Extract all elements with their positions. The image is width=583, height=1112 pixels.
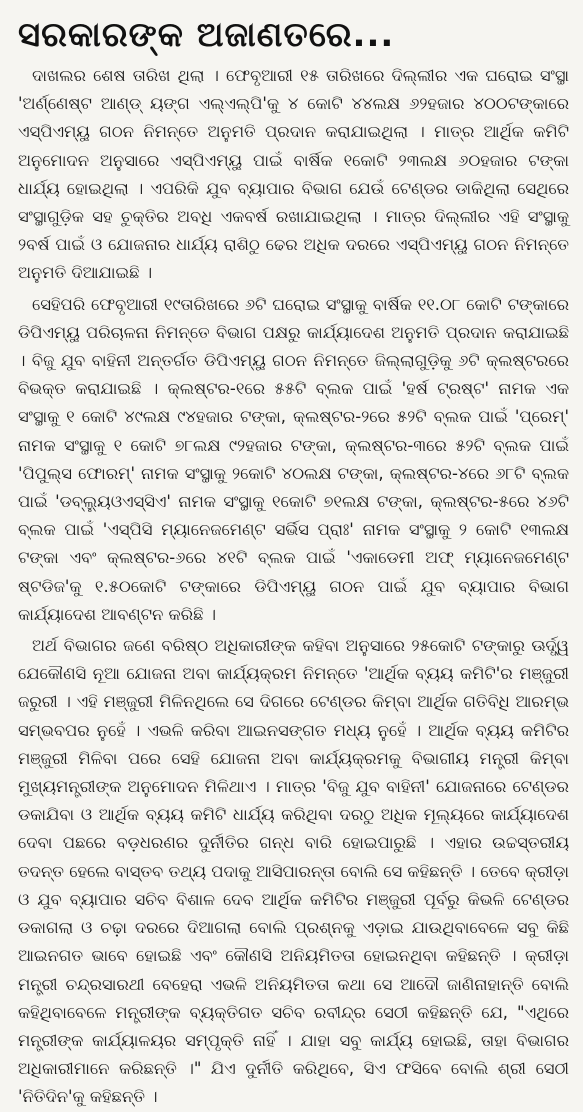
article-headline: ସରକାରଙ୍କ ଅଜାଣତରେ... — [18, 15, 395, 55]
article-paragraph-1: ଦାଖଲର ଶେଷ ତାରିଖ ଥିଲା । ଫେବୃଆରୀ ୧୫ ତାରିଖରେ ଦିଲ୍ଲୀର ଏକ ଘରୋଇ ସଂସ୍ଥା 'ଅର୍ଣ୍ଣେଷ୍ଟ ଆଣ୍ଡ୍ ୟଙ୍ଗ ଏଲ୍‌ଏଲ୍‌ପି'କୁ ୪ କୋଟି ୪୪ଲକ୍ଷ ୬୨ହଜାର ୪୦୦ଟଙ୍କାରେ ଏସ୍‌ପିଏମ୍‌ୟୁ ଗଠନ ନିମନ୍ତେ ଅନୁମତି ପ୍ରଦାନ କରାଯାଇଥିଲା । ମାତ୍ର ଆର୍ଥିକ କମିଟି ଅନୁମୋଦନ ଅନୁସାରେ ଏସ୍‌ପିଏମ୍‌ୟୁ ପାଇଁ ବାର୍ଷିକ ୧କୋଟି ୨୩ଲକ୍ଷ ୬୦ହଜାର ଟଙ୍କା ଧାର୍ଯ୍ୟ ହୋଇଥିଲା । ଏପରିକି ଯୁବ ବ୍ୟାପାର ବିଭାଗ ଯେଉଁ ଟେଣ୍ଡର ଡାକିଥିଲା ସେଥିରେ ସଂସ୍ଥାଗୁଡ଼ିକ ସହ ଚୁକ୍ତିର ଅବଧି ଏକବର୍ଷ ରଖାଯାଇଥିଲା । ମାତ୍ର ଦିଲ୍ଲୀର ଏହି ସଂସ୍ଥାକୁ ୨ବର୍ଷ ପାଇଁ ଓ ଯୋଜନାର ଧାର୍ଯ୍ୟ ରାଶିଠୁ ଢେର ଅଧିକ ଦରରେ ଏସ୍‌ପିଏମ୍‌ୟୁ ଗଠନ ନିମନ୍ତେ ଅନୁମତି ଦିଆଯାଇଛି । — [18, 66, 569, 283]
article-body — [18, 62, 569, 1112]
article-paragraph-2: ସେହିପରି ଫେବୃଆରୀ ୧୯ତାରିଖରେ ୬ଟି ଘରୋଇ ସଂସ୍ଥାକୁ ବାର୍ଷିକ ୧୧.୦୮ କୋଟି ଟଙ୍କାରେ ଡିପିଏମ୍‌ୟୁ ପରିଚାଳନା ନିମନ୍ତେ ବିଭାଗ ପକ୍ଷରୁ କାର୍ଯ୍ୟାଦେଶ ଅନୁମତି ପ୍ରଦାନ କରାଯାଇଛି । ବିଜୁ ଯୁବ ବାହିନୀ ଅନ୍ତର୍ଗତ ଡିପିଏମ୍‌ୟୁ ଗଠନ ନିମନ୍ତେ ଜିଲ୍ଲାଗୁଡ଼ିକୁ ୬ଟି କ୍ଲଷ୍ଟରରେ ବିଭକ୍ତ କରାଯାଇଛି । କ୍ଲଷ୍ଟର-୧ରେ ୫୫ଟି ବ୍ଲକ ପାଇଁ 'ହର୍ଷ ଟ୍ରଷ୍ଟ' ନାମକ ଏକ ସଂସ୍ଥାକୁ ୧ କୋଟି ୪୯ଲକ୍ଷ ୯୪ହଜାର ଟଙ୍କା, କ୍ଲଷ୍ଟର-୨ରେ ୫୨ଟି ବ୍ଲକ ପାଇଁ 'ପ୍ରେମ୍' ନାମକ ସଂସ୍ଥାକୁ ୧ କୋଟି ୭୮ଲକ୍ଷ ୯୨ହଜାର ଟଙ୍କା, କ୍ଲଷ୍ଟର-୩ରେ ୫୨ଟି ବ୍ଲକ ପାଇଁ 'ପିପୁଲ୍ସ ଫୋରମ୍' ନାମକ ସଂସ୍ଥାକୁ ୨କୋଟି ୪୦ଲକ୍ଷ ଟଙ୍କା, କ୍ଲଷ୍ଟର-୪ରେ ୬୮ଟି ବ୍ଲକ ପାଇଁ 'ଡବ୍ଲ୍ୟୁଓଏସ୍‌ସିଏ' ନାମକ ସଂସ୍ଥାକୁ ୧କୋଟି ୭୧ଲକ୍ଷ ଟଙ୍କା, କ୍ଲଷ୍ଟର-୫ରେ ୪୬ଟି ବ୍ଲକ ପାଇଁ 'ଏସ୍‌ପିସି ମ୍ୟାନେଜମେଣ୍ଟ ସର୍ଭିସ ପ୍ରାଃ' ନାମକ ସଂସ୍ଥାକୁ ୨ କୋଟି ୧୩ଲକ୍ଷ ଟଙ୍କା ଏବଂ କ୍ଲଷ୍ଟର-୬ରେ ୪୧ଟି ବ୍ଲକ ପାଇଁ 'ଏକାଡେମୀ ଅଫ୍ ମ୍ୟାନେଜମେଣ୍ଟ ଷ୍ଟଡିଜ'କୁ ୧.୫୦କୋଟି ଟଙ୍କାରେ ଡିପିଏମ୍‌ୟୁ ଗଠନ ପାଇଁ ଯୁବ ବ୍ୟାପାର ବିଭାଗ କାର୍ଯ୍ୟାଦେଶ ଆବଣ୍ଟନ କରିଛି । — [18, 294, 569, 624]
article-paragraph-3: ଅର୍ଥ ବିଭାଗର ଜଣେ ବରିଷ୍ଠ ଅଧିକାରୀଙ୍କ କହିବା ଅନୁସାରେ ୨୫କୋଟି ଟଙ୍କାରୁ ଊର୍ଦ୍ଧ୍ୱ ଯେକୌଣସି ନୂଆ ଯୋଜନା ଅବା କାର୍ଯ୍ୟକ୍ରମ ନିମନ୍ତେ 'ଆର୍ଥିକ ବ୍ୟୟ କମିଟି'ର ମଞ୍ଜୁରୀ ଜରୁରୀ । ଏହି ମଞ୍ଜୁରୀ ମିଳିନଥିଲେ ସେ ଦିଗରେ ଟେଣ୍ଡର କିମ୍ବା ଆର୍ଥିକ ଗତିବିଧି ଆରମ୍ଭ ସମ୍ଭବପର ନୁହେଁ । ଏଭଳି କରିବା ଆଇନସଙ୍ଗତ ମଧ୍ୟ ନୁହେଁ । ଆର୍ଥିକ ବ୍ୟୟ କମିଟିର ମଞ୍ଜୁରୀ ମିଳିବା ପରେ ସେହି ଯୋଜନା ଅବା କାର୍ଯ୍ୟକ୍ରମକୁ ବିଭାଗୀୟ ମନ୍ତ୍ରୀ କିମ୍ବା ମୁଖ୍ୟମନ୍ତ୍ରୀଙ୍କ ଅନୁମୋଦନ ମିଳିଥାଏ । ମାତ୍ର 'ବିଜୁ ଯୁବ ବାହିନୀ' ଯୋଜନାରେ ଟେଣ୍ଡର ଡକାଯିବା ଓ ଆର୍ଥିକ ବ୍ୟୟ କମିଟି ଧାର୍ଯ୍ୟ କରିଥିବା ଦରଠୁ ଅଧିକ ମୂଲ୍ୟରେ କାର୍ଯ୍ୟାଦେଶ ଦେବା ପଛରେ ବଡ଼ଧରଣର ଦୁର୍ନୀତିର ଗନ୍ଧ ବାରି ହୋଇପାରୁଛି । ଏହାର ଉଚ୍ଚସ୍ତରୀୟ ତଦନ୍ତ ହେଲେ ବାସ୍ତବ ତଥ୍ୟ ପଦାକୁ ଆସିପାରନ୍ତା ବୋଲି ସେ କହିଛନ୍ତି । ତେବେ କ୍ରୀଡ଼ା ଓ ଯୁବ ବ୍ୟାପାର ସଚିବ ବିଶାଳ ଦେବ ଆର୍ଥିକ କମିଟିର ମଞ୍ଜୁରୀ ପୂର୍ବରୁ କିଭଳି ଟେଣ୍ଡର ଡକାଗଲା ଓ ଚଢ଼ା ଦରରେ ଦିଆଗଲା ବୋଲି ପ୍ରଶ୍ନକୁ ଏଡ଼ାଇ ଯାଉଥିବାବେଳେ ସବୁ କିଛି ଆଇନଗତ ଭାବେ ହୋଇଛି ଏବଂ କୌଣସି ଅନିୟମିତତା ହୋଇନଥିବା କହିଛନ୍ତି । କ୍ରୀଡ଼ା ମନ୍ତ୍ରୀ ଚନ୍ଦ୍ରସାରଥୀ ବେହେରା ଏଭଳି ଅନିୟମିତତା କଥା ସେ ଆଦୌ ଜାଣିନାହାନ୍ତି ବୋଲି କହିଥିବାବେଳେ ମନ୍ତ୍ରୀଙ୍କ ବ୍ୟକ୍ତିଗତ ସଚିବ ରବୀନ୍ଦ୍ର ସେଠୀ କହିଛନ୍ତି ଯେ, "ଏଥିରେ ମନ୍ତ୍ରୀଙ୍କ କାର୍ଯ୍ୟାଳୟର ସମ୍ପୃକ୍ତି ନାହିଁ । ଯାହା ସବୁ କାର୍ଯ୍ୟ ହୋଇଛି, ତାହା ବିଭାଗର ଅଧିକାରୀମାନେ କରିଛନ୍ତି ।" ଯିଏ ଦୁର୍ନୀତି କରିଥିବେ, ସିଏ ଫସିବେ ବୋଲି ଶ୍ରୀ ସେଠୀ 'ନିତିଦିନ'କୁ କହିଛନ୍ତି । — [18, 636, 569, 1107]
